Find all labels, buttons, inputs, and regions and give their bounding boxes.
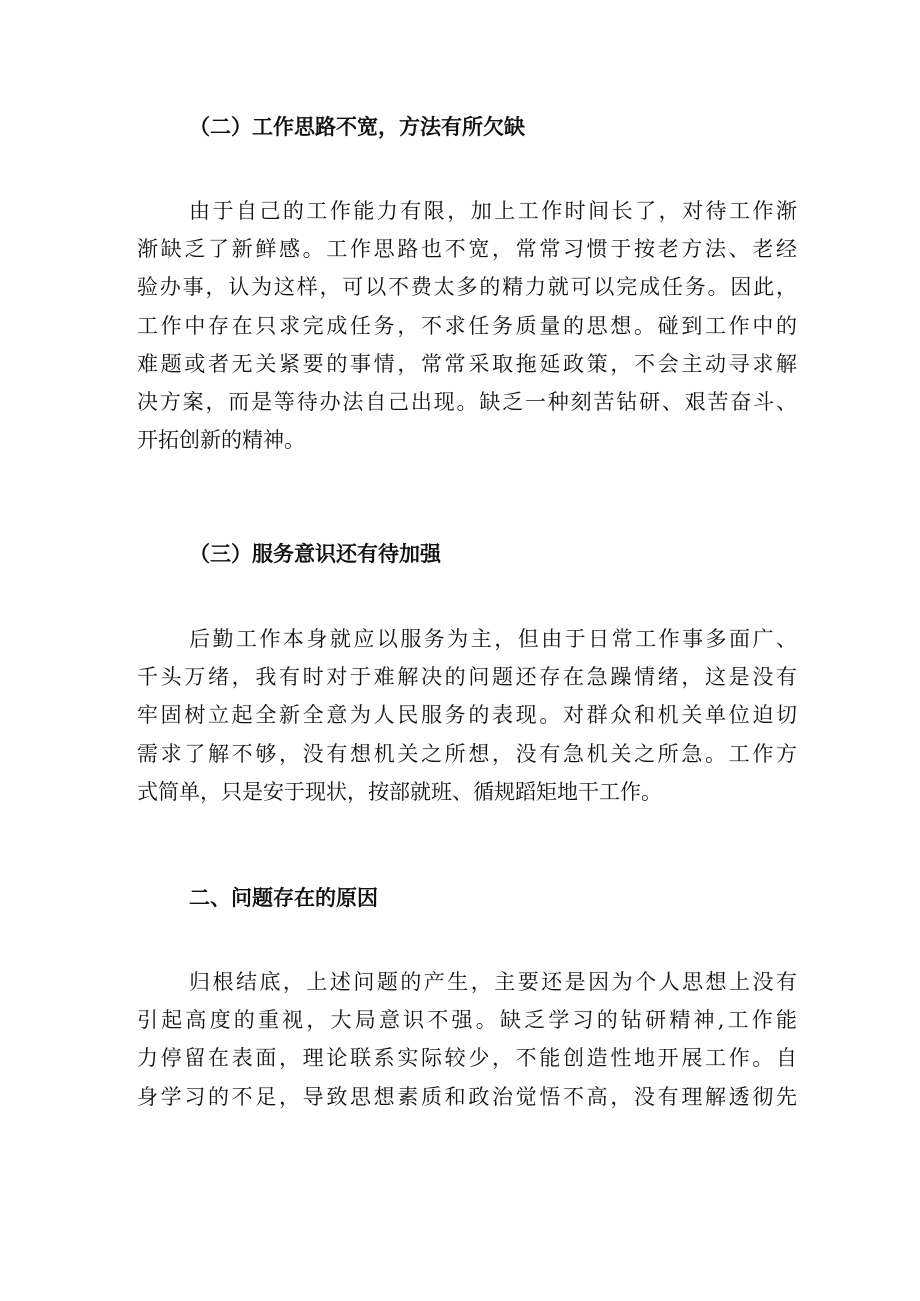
paragraph-line: 后勤工作本身就应以服务为主，但由于日常工作事多面广、	[189, 627, 797, 651]
paragraph-line: 渐缺乏了新鲜感。工作思路也不宽，常常习惯于按老方法、老经	[137, 237, 797, 262]
section-heading-causes: 二、问题存在的原因	[189, 885, 378, 910]
paragraph-line: 需求了解不够，没有想机关之所想，没有急机关之所急。工作方	[137, 741, 797, 766]
paragraph-methods	[137, 192, 797, 459]
paragraph-line: 力停留在表面，理论联系实际较少，不能创造性地开展工作。自	[137, 1046, 797, 1071]
paragraph-line: 由于自己的工作能力有限，加上工作时间长了，对待工作渐	[189, 199, 797, 223]
paragraph-line: 牢固树立起全新全意为人民服务的表现。对群众和机关单位迫切	[137, 703, 797, 728]
paragraph-line: 难题或者无关紧要的事情，常常采取拖延政策，不会主动寻求解	[137, 351, 797, 376]
paragraph-line: 引起高度的重视，大局意识不强。缺乏学习的钻研精神,工作能	[137, 1008, 797, 1033]
paragraph-line: 决方案，而是等待办法自己出现。缺乏一种刻苦钻研、艰苦奋斗、	[137, 390, 797, 415]
section-heading-methods: （二）工作思路不宽，方法有所欠缺	[189, 114, 525, 139]
paragraph-line: 验办事，认为这样，可以不费太多的精力就可以完成任务。因此，	[137, 275, 797, 300]
paragraph-line: 身学习的不足，导致思想素质和政治觉悟不高，没有理解透彻先	[137, 1084, 797, 1109]
paragraph-service	[137, 620, 797, 811]
paragraph-line: 开拓创新的精神。	[137, 428, 305, 453]
paragraph-causes	[137, 963, 797, 1116]
paragraph-line: 式简单，只是安于现状，按部就班、循规蹈矩地干工作。	[137, 779, 662, 804]
section-heading-service: （三）服务意识还有待加强	[189, 541, 441, 566]
paragraph-line: 工作中存在只求完成任务，不求任务质量的思想。碰到工作中的	[137, 313, 797, 338]
paragraph-line: 归根结底，上述问题的产生，主要还是因为个人思想上没有	[189, 970, 797, 994]
paragraph-line: 千头万绪，我有时对于难解决的问题还存在急躁情绪，这是没有	[137, 665, 797, 690]
